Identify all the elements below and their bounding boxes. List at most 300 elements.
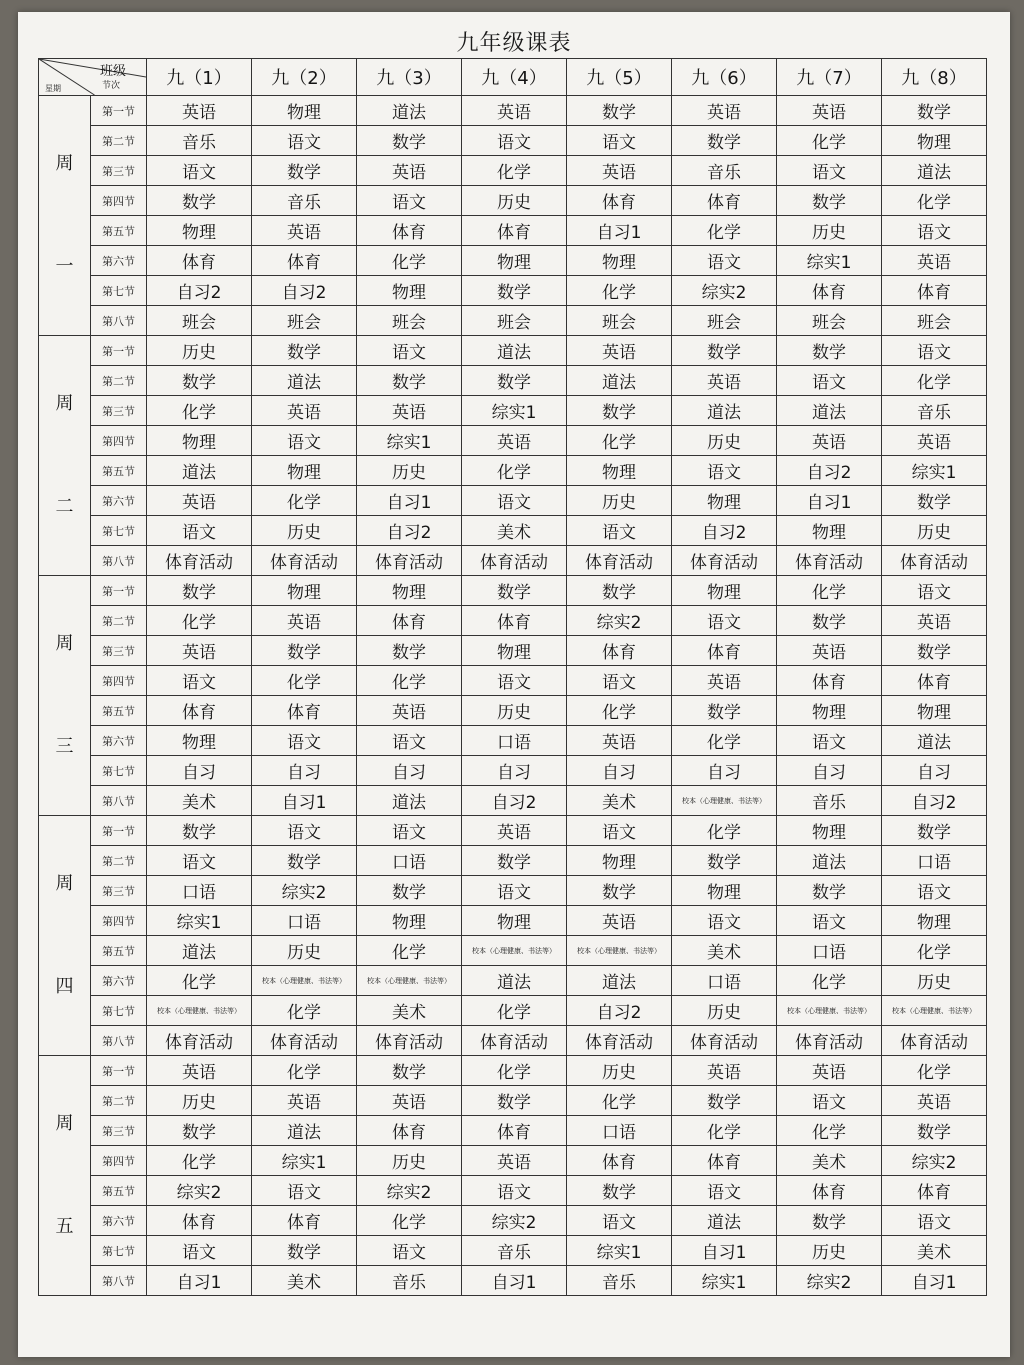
subject-cell: 物理	[882, 126, 987, 156]
subject-cell: 语文	[462, 486, 567, 516]
subject-cell: 体育	[882, 666, 987, 696]
subject-cell: 数学	[147, 576, 252, 606]
subject-cell: 口语	[147, 876, 252, 906]
subject-cell: 体育活动	[567, 1026, 672, 1056]
subject-cell: 体育活动	[147, 546, 252, 576]
period-cell: 第四节	[91, 666, 147, 696]
subject-cell: 化学	[567, 696, 672, 726]
table-row	[39, 126, 987, 156]
subject-cell: 校本（心理健康、书法等）	[252, 966, 357, 996]
subject-cell: 综实1	[252, 1146, 357, 1176]
subject-cell: 语文	[882, 876, 987, 906]
subject-cell: 自习1	[882, 1266, 987, 1296]
day-cell	[39, 816, 91, 1056]
subject-cell: 化学	[462, 156, 567, 186]
subject-cell: 语文	[672, 606, 777, 636]
subject-cell: 语文	[462, 1176, 567, 1206]
subject-cell: 物理	[882, 906, 987, 936]
subject-cell: 语文	[882, 1206, 987, 1236]
subject-cell: 语文	[672, 906, 777, 936]
subject-cell: 美术	[462, 516, 567, 546]
subject-cell: 数学	[252, 1236, 357, 1266]
subject-cell: 化学	[777, 966, 882, 996]
table-row	[39, 996, 987, 1026]
table-row	[39, 906, 987, 936]
subject-cell: 物理	[147, 426, 252, 456]
period-cell: 第五节	[91, 1176, 147, 1206]
subject-cell: 道法	[567, 966, 672, 996]
subject-cell: 综实2	[567, 606, 672, 636]
period-cell: 第一节	[91, 96, 147, 126]
subject-cell: 语文	[357, 1236, 462, 1266]
subject-cell: 语文	[882, 576, 987, 606]
table-row	[39, 1146, 987, 1176]
subject-cell: 物理	[882, 696, 987, 726]
subject-cell: 化学	[882, 186, 987, 216]
day-cell	[39, 1056, 91, 1296]
subject-cell: 体育活动	[462, 1026, 567, 1056]
period-cell: 第三节	[91, 636, 147, 666]
period-cell: 第五节	[91, 216, 147, 246]
subject-cell: 综实2	[777, 1266, 882, 1296]
subject-cell: 物理	[777, 696, 882, 726]
subject-cell: 语文	[567, 516, 672, 546]
subject-cell: 体育活动	[357, 546, 462, 576]
subject-cell: 英语	[672, 1056, 777, 1086]
subject-cell: 美术	[567, 786, 672, 816]
subject-cell: 物理	[252, 456, 357, 486]
subject-cell: 英语	[567, 156, 672, 186]
subject-cell: 化学	[567, 426, 672, 456]
subject-cell: 自习2	[672, 516, 777, 546]
subject-cell: 口语	[252, 906, 357, 936]
subject-cell: 道法	[462, 336, 567, 366]
period-cell: 第六节	[91, 486, 147, 516]
subject-cell: 英语	[147, 96, 252, 126]
subject-cell: 语文	[252, 726, 357, 756]
subject-cell: 数学	[777, 1206, 882, 1236]
subject-cell: 物理	[567, 846, 672, 876]
subject-cell: 口语	[357, 846, 462, 876]
subject-cell: 道法	[777, 396, 882, 426]
subject-cell: 化学	[357, 936, 462, 966]
period-cell: 第三节	[91, 876, 147, 906]
subject-cell: 语文	[567, 666, 672, 696]
period-cell: 第五节	[91, 936, 147, 966]
subject-cell: 数学	[357, 1056, 462, 1086]
subject-cell: 语文	[147, 666, 252, 696]
subject-cell: 口语	[882, 846, 987, 876]
subject-cell: 数学	[252, 336, 357, 366]
subject-cell: 历史	[882, 516, 987, 546]
subject-cell: 综实2	[672, 276, 777, 306]
subject-cell: 语文	[462, 666, 567, 696]
subject-cell: 化学	[462, 996, 567, 1026]
subject-cell: 化学	[147, 606, 252, 636]
subject-cell: 语文	[147, 156, 252, 186]
subject-cell: 语文	[357, 336, 462, 366]
subject-cell: 自习1	[147, 1266, 252, 1296]
subject-cell: 体育活动	[357, 1026, 462, 1056]
subject-cell: 道法	[777, 846, 882, 876]
subject-cell: 化学	[672, 1116, 777, 1146]
subject-cell: 历史	[147, 1086, 252, 1116]
period-cell: 第一节	[91, 1056, 147, 1086]
timetable-sheet	[18, 12, 1010, 1357]
header-row	[39, 59, 987, 96]
subject-cell: 数学	[252, 156, 357, 186]
subject-cell: 数学	[567, 876, 672, 906]
subject-cell: 自习	[252, 756, 357, 786]
table-row	[39, 1056, 987, 1086]
subject-cell: 物理	[357, 276, 462, 306]
subject-cell: 道法	[357, 96, 462, 126]
subject-cell: 道法	[672, 396, 777, 426]
period-cell: 第六节	[91, 726, 147, 756]
subject-cell: 语文	[357, 726, 462, 756]
subject-cell: 自习2	[777, 456, 882, 486]
subject-cell: 数学	[357, 876, 462, 906]
subject-cell: 语文	[462, 876, 567, 906]
subject-cell: 口语	[777, 936, 882, 966]
subject-cell: 英语	[567, 726, 672, 756]
subject-cell: 化学	[357, 246, 462, 276]
subject-cell: 体育活动	[672, 546, 777, 576]
table-row	[39, 1206, 987, 1236]
day-cell	[39, 96, 91, 336]
subject-cell: 物理	[252, 576, 357, 606]
subject-cell: 语文	[252, 126, 357, 156]
subject-cell: 体育	[252, 1206, 357, 1236]
subject-cell: 自习1	[462, 1266, 567, 1296]
subject-cell: 体育活动	[672, 1026, 777, 1056]
subject-cell: 校本（心理健康、书法等）	[882, 996, 987, 1026]
subject-cell: 物理	[567, 246, 672, 276]
period-cell: 第四节	[91, 906, 147, 936]
subject-cell: 化学	[357, 1206, 462, 1236]
period-cell: 第七节	[91, 996, 147, 1026]
subject-cell: 英语	[567, 336, 672, 366]
table-row	[39, 546, 987, 576]
subject-cell: 道法	[147, 456, 252, 486]
subject-cell: 物理	[252, 96, 357, 126]
subject-cell: 历史	[147, 336, 252, 366]
subject-cell: 数学	[567, 396, 672, 426]
subject-cell: 物理	[147, 726, 252, 756]
subject-cell: 道法	[147, 936, 252, 966]
subject-cell: 自习2	[462, 786, 567, 816]
subject-cell: 化学	[147, 966, 252, 996]
subject-cell: 综实1	[462, 396, 567, 426]
subject-cell: 班会	[672, 306, 777, 336]
corner-header	[39, 59, 147, 96]
subject-cell: 数学	[357, 636, 462, 666]
subject-cell: 自习1	[672, 1236, 777, 1266]
table-row	[39, 276, 987, 306]
subject-cell: 数学	[672, 696, 777, 726]
subject-cell: 美术	[777, 1146, 882, 1176]
subject-cell: 物理	[777, 816, 882, 846]
day-label-top: 周	[55, 633, 74, 654]
subject-cell: 音乐	[147, 126, 252, 156]
period-cell: 第八节	[91, 306, 147, 336]
subject-cell: 历史	[882, 966, 987, 996]
day-label-bottom: 一	[55, 255, 74, 277]
subject-cell: 历史	[672, 426, 777, 456]
subject-cell: 英语	[252, 606, 357, 636]
subject-cell: 道法	[882, 156, 987, 186]
subject-cell: 历史	[777, 1236, 882, 1266]
subject-cell: 音乐	[252, 186, 357, 216]
subject-cell: 体育	[567, 1146, 672, 1176]
subject-cell: 班会	[567, 306, 672, 336]
subject-cell: 英语	[882, 426, 987, 456]
subject-cell: 综实1	[672, 1266, 777, 1296]
subject-cell: 语文	[672, 1176, 777, 1206]
period-cell: 第七节	[91, 276, 147, 306]
subject-cell: 英语	[147, 1056, 252, 1086]
table-row	[39, 756, 987, 786]
subject-cell: 数学	[882, 816, 987, 846]
subject-cell: 数学	[462, 276, 567, 306]
subject-cell: 化学	[252, 666, 357, 696]
period-cell: 第一节	[91, 336, 147, 366]
table-row	[39, 156, 987, 186]
table-row	[39, 666, 987, 696]
table-row	[39, 1116, 987, 1146]
day-cell	[39, 336, 91, 576]
table-row	[39, 696, 987, 726]
subject-cell: 数学	[147, 1116, 252, 1146]
subject-cell: 体育活动	[882, 546, 987, 576]
subject-cell: 体育	[252, 246, 357, 276]
subject-cell: 体育	[357, 216, 462, 246]
subject-cell: 语文	[252, 1176, 357, 1206]
subject-cell: 化学	[462, 456, 567, 486]
subject-cell: 化学	[147, 1146, 252, 1176]
period-cell: 第三节	[91, 156, 147, 186]
subject-cell: 化学	[357, 666, 462, 696]
subject-cell: 自习2	[882, 786, 987, 816]
subject-cell: 语文	[357, 186, 462, 216]
day-label-top: 周	[55, 393, 74, 414]
subject-cell: 英语	[882, 246, 987, 276]
subject-cell: 历史	[357, 1146, 462, 1176]
subject-cell: 语文	[567, 126, 672, 156]
subject-cell: 自习1	[252, 786, 357, 816]
subject-cell: 口语	[567, 1116, 672, 1146]
subject-cell: 英语	[462, 96, 567, 126]
table-row	[39, 876, 987, 906]
table-row	[39, 366, 987, 396]
subject-cell: 体育	[462, 606, 567, 636]
subject-cell: 体育活动	[462, 546, 567, 576]
subject-cell: 英语	[147, 486, 252, 516]
subject-cell: 物理	[567, 456, 672, 486]
subject-cell: 数学	[882, 1116, 987, 1146]
subject-cell: 物理	[777, 516, 882, 546]
subject-cell: 物理	[147, 216, 252, 246]
subject-cell: 英语	[357, 696, 462, 726]
subject-cell: 化学	[252, 1056, 357, 1086]
subject-cell: 英语	[252, 216, 357, 246]
period-cell: 第一节	[91, 816, 147, 846]
subject-cell: 班会	[357, 306, 462, 336]
subject-cell: 体育活动	[882, 1026, 987, 1056]
subject-cell: 化学	[462, 1056, 567, 1086]
subject-cell: 美术	[672, 936, 777, 966]
subject-cell: 体育活动	[777, 1026, 882, 1056]
subject-cell: 美术	[882, 1236, 987, 1266]
period-cell: 第七节	[91, 516, 147, 546]
day-label-top: 周	[55, 1113, 74, 1134]
subject-cell: 体育	[147, 246, 252, 276]
subject-cell: 自习2	[567, 996, 672, 1026]
timetable	[38, 58, 987, 1296]
period-cell: 第八节	[91, 546, 147, 576]
subject-cell: 语文	[252, 816, 357, 846]
subject-cell: 音乐	[567, 1266, 672, 1296]
subject-cell: 综实2	[882, 1146, 987, 1176]
day-cell	[39, 576, 91, 816]
subject-cell: 语文	[357, 816, 462, 846]
subject-cell: 物理	[357, 576, 462, 606]
subject-cell: 体育	[672, 186, 777, 216]
subject-cell: 道法	[252, 1116, 357, 1146]
subject-cell: 道法	[882, 726, 987, 756]
subject-cell: 英语	[672, 666, 777, 696]
subject-cell: 化学	[147, 396, 252, 426]
table-row	[39, 96, 987, 126]
table-row	[39, 786, 987, 816]
subject-cell: 体育	[147, 1206, 252, 1236]
subject-cell: 综实2	[147, 1176, 252, 1206]
subject-cell: 历史	[462, 186, 567, 216]
subject-cell: 数学	[882, 96, 987, 126]
table-row	[39, 426, 987, 456]
subject-cell: 体育	[672, 1146, 777, 1176]
period-cell: 第六节	[91, 246, 147, 276]
subject-cell: 音乐	[672, 156, 777, 186]
table-row	[39, 576, 987, 606]
class-header: 九（1）	[147, 59, 252, 96]
table-row	[39, 606, 987, 636]
subject-cell: 综实2	[252, 876, 357, 906]
subject-cell: 道法	[357, 786, 462, 816]
class-header: 九（3）	[357, 59, 462, 96]
subject-cell: 历史	[567, 1056, 672, 1086]
subject-cell: 英语	[882, 606, 987, 636]
subject-cell: 语文	[777, 366, 882, 396]
class-header: 九（6）	[672, 59, 777, 96]
subject-cell: 语文	[777, 156, 882, 186]
subject-cell: 英语	[777, 1056, 882, 1086]
subject-cell: 体育活动	[252, 1026, 357, 1056]
table-row	[39, 516, 987, 546]
period-cell: 第四节	[91, 186, 147, 216]
subject-cell: 历史	[567, 486, 672, 516]
subject-cell: 自习	[882, 756, 987, 786]
subject-cell: 综实1	[357, 426, 462, 456]
table-row	[39, 1086, 987, 1116]
class-header: 九（4）	[462, 59, 567, 96]
subject-cell: 数学	[567, 96, 672, 126]
subject-cell: 自习1	[357, 486, 462, 516]
subject-cell: 综实2	[357, 1176, 462, 1206]
subject-cell: 体育	[252, 696, 357, 726]
subject-cell: 数学	[252, 846, 357, 876]
subject-cell: 道法	[462, 966, 567, 996]
subject-cell: 校本（心理健康、书法等）	[357, 966, 462, 996]
subject-cell: 体育	[462, 216, 567, 246]
subject-cell: 校本（心理健康、书法等）	[567, 936, 672, 966]
subject-cell: 数学	[462, 846, 567, 876]
subject-cell: 数学	[777, 606, 882, 636]
subject-cell: 体育活动	[147, 1026, 252, 1056]
subject-cell: 语文	[777, 1086, 882, 1116]
subject-cell: 语文	[567, 1206, 672, 1236]
subject-cell: 语文	[882, 336, 987, 366]
table-row	[39, 216, 987, 246]
subject-cell: 英语	[462, 426, 567, 456]
subject-cell: 综实1	[882, 456, 987, 486]
period-cell: 第二节	[91, 1086, 147, 1116]
subject-cell: 英语	[567, 906, 672, 936]
subject-cell: 化学	[777, 576, 882, 606]
subject-cell: 道法	[567, 366, 672, 396]
subject-cell: 数学	[147, 366, 252, 396]
subject-cell: 语文	[147, 516, 252, 546]
subject-cell: 班会	[147, 306, 252, 336]
subject-cell: 综实1	[777, 246, 882, 276]
subject-cell: 化学	[882, 936, 987, 966]
day-label-top: 周	[55, 873, 74, 894]
subject-cell: 音乐	[357, 1266, 462, 1296]
subject-cell: 数学	[882, 636, 987, 666]
table-row	[39, 636, 987, 666]
subject-cell: 英语	[147, 636, 252, 666]
subject-cell: 英语	[462, 1146, 567, 1176]
period-cell: 第六节	[91, 966, 147, 996]
subject-cell: 体育活动	[252, 546, 357, 576]
period-cell: 第三节	[91, 396, 147, 426]
table-row	[39, 816, 987, 846]
subject-cell: 班会	[777, 306, 882, 336]
subject-cell: 英语	[357, 1086, 462, 1116]
period-cell: 第八节	[91, 1026, 147, 1056]
subject-cell: 体育	[882, 276, 987, 306]
subject-cell: 化学	[882, 1056, 987, 1086]
period-cell: 第二节	[91, 126, 147, 156]
subject-cell: 自习	[147, 756, 252, 786]
subject-cell: 道法	[252, 366, 357, 396]
subject-cell: 化学	[882, 366, 987, 396]
table-row	[39, 1266, 987, 1296]
subject-cell: 英语	[777, 636, 882, 666]
subject-cell: 自习2	[252, 276, 357, 306]
subject-cell: 体育	[672, 636, 777, 666]
period-cell: 第六节	[91, 1206, 147, 1236]
period-cell: 第二节	[91, 366, 147, 396]
subject-cell: 历史	[462, 696, 567, 726]
subject-cell: 自习2	[147, 276, 252, 306]
subject-cell: 数学	[462, 576, 567, 606]
table-row	[39, 396, 987, 426]
subject-cell: 体育	[567, 186, 672, 216]
day-label-bottom: 四	[55, 975, 74, 997]
day-label-top: 周	[55, 153, 74, 174]
period-label: 节次	[101, 81, 120, 91]
